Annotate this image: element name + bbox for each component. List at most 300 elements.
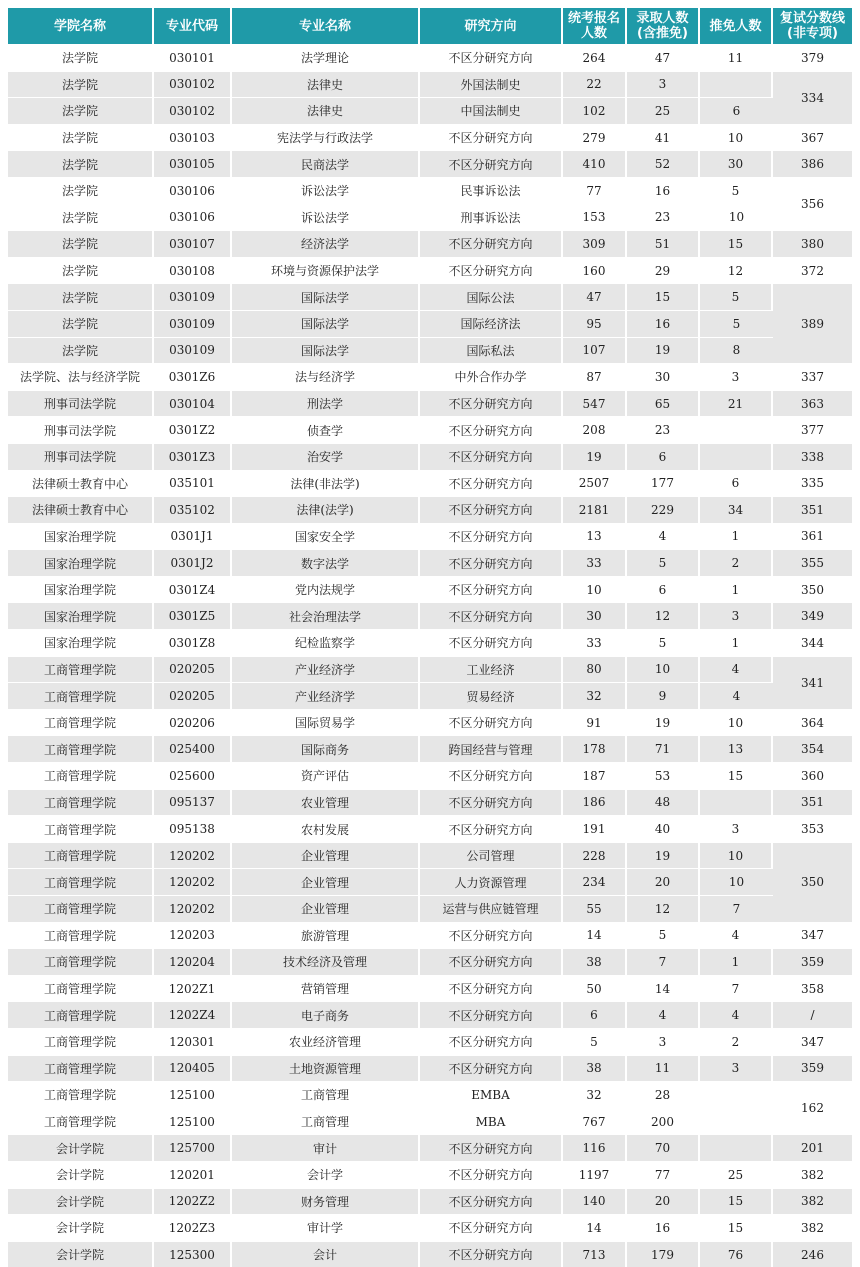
applicants-cell: 38 — [563, 1055, 627, 1082]
score-cell: 361 — [773, 523, 852, 550]
code-cell: 120203 — [154, 922, 232, 949]
table-row — [8, 922, 852, 949]
major-cell: 产业经济学 — [232, 682, 420, 709]
admitted-cell: 3 — [627, 71, 700, 98]
major-cell: 宪法学与行政法学 — [232, 124, 420, 151]
applicants-cell: 2507 — [563, 470, 627, 497]
exempt-cell: 7 — [700, 975, 773, 1002]
score-cell: 246 — [773, 1241, 852, 1267]
exempt-cell: 5 — [700, 177, 773, 204]
score-cell: 347 — [773, 922, 852, 949]
exempt-cell: 1 — [700, 576, 773, 603]
header-score — [773, 8, 852, 44]
exempt-cell: 12 — [700, 257, 773, 284]
major-cell: 审计 — [232, 1134, 420, 1161]
score-cell: 349 — [773, 602, 852, 629]
exempt-cell: 4 — [700, 682, 773, 709]
applicants-cell: 14 — [563, 922, 627, 949]
table-row — [8, 363, 852, 390]
applicants-cell: 87 — [563, 363, 627, 390]
header-exempt: 推免人数 — [700, 8, 773, 44]
applicants-cell: 91 — [563, 709, 627, 736]
major-cell: 企业管理 — [232, 868, 420, 895]
code-cell: 0301J2 — [154, 549, 232, 576]
code-cell: 095138 — [154, 815, 232, 842]
applicants-cell: 187 — [563, 762, 627, 789]
score-cell: 389 — [773, 283, 852, 363]
college-cell: 法学院 — [8, 150, 154, 177]
admitted-cell: 77 — [627, 1161, 700, 1188]
exempt-cell: 5 — [700, 310, 773, 337]
major-cell: 环境与资源保护法学 — [232, 257, 420, 284]
exempt-cell: 6 — [700, 97, 773, 124]
admitted-cell: 19 — [627, 842, 700, 869]
admitted-cell: 10 — [627, 656, 700, 683]
table-row — [8, 656, 852, 683]
code-cell: 120201 — [154, 1161, 232, 1188]
table-row — [8, 602, 852, 629]
exempt-cell: 1 — [700, 523, 773, 550]
college-cell: 工商管理学院 — [8, 1055, 154, 1082]
direction-cell: 贸易经济 — [420, 682, 563, 709]
code-cell: 1202Z3 — [154, 1214, 232, 1241]
score-cell: 379 — [773, 44, 852, 71]
college-cell: 国家治理学院 — [8, 576, 154, 603]
college-cell: 会计学院 — [8, 1161, 154, 1188]
major-cell: 企业管理 — [232, 842, 420, 869]
exempt-cell: 3 — [700, 363, 773, 390]
college-cell: 法学院 — [8, 337, 154, 364]
code-cell: 030107 — [154, 230, 232, 257]
exempt-cell: 5 — [700, 283, 773, 310]
major-cell: 技术经济及管理 — [232, 948, 420, 975]
major-cell: 土地资源管理 — [232, 1055, 420, 1082]
major-cell: 法学理论 — [232, 44, 420, 71]
code-cell: 0301J1 — [154, 523, 232, 550]
applicants-cell: 33 — [563, 629, 627, 656]
exempt-cell: 11 — [700, 44, 773, 71]
exempt-cell — [700, 1081, 773, 1108]
table-body — [8, 44, 852, 1267]
applicants-cell: 102 — [563, 97, 627, 124]
header-code: 专业代码 — [154, 8, 232, 44]
score-cell: 338 — [773, 443, 852, 470]
direction-cell: 不区分研究方向 — [420, 789, 563, 816]
code-cell: 025400 — [154, 735, 232, 762]
code-cell: 030102 — [154, 71, 232, 98]
admitted-cell: 29 — [627, 257, 700, 284]
applicants-cell: 713 — [563, 1241, 627, 1267]
table-row — [8, 1001, 852, 1028]
college-cell: 工商管理学院 — [8, 1028, 154, 1055]
major-cell: 国际法学 — [232, 310, 420, 337]
direction-cell: 不区分研究方向 — [420, 257, 563, 284]
table-row — [8, 44, 852, 71]
direction-cell: 不区分研究方向 — [420, 576, 563, 603]
code-cell: 120202 — [154, 895, 232, 922]
applicants-cell: 5 — [563, 1028, 627, 1055]
college-cell: 工商管理学院 — [8, 1081, 154, 1108]
major-cell: 会计 — [232, 1241, 420, 1267]
table-row — [8, 230, 852, 257]
admitted-cell: 53 — [627, 762, 700, 789]
direction-cell: 不区分研究方向 — [420, 470, 563, 497]
header-direction: 研究方向 — [420, 8, 563, 44]
major-cell: 社会治理法学 — [232, 602, 420, 629]
applicants-cell: 14 — [563, 1214, 627, 1241]
college-cell: 工商管理学院 — [8, 868, 154, 895]
code-cell: 030105 — [154, 150, 232, 177]
exempt-cell: 10 — [700, 204, 773, 231]
college-cell: 会计学院 — [8, 1134, 154, 1161]
college-cell: 国家治理学院 — [8, 629, 154, 656]
admitted-cell: 4 — [627, 523, 700, 550]
direction-cell: 不区分研究方向 — [420, 948, 563, 975]
exempt-cell — [700, 416, 773, 443]
table-row — [8, 1028, 852, 1055]
exempt-cell: 4 — [700, 922, 773, 949]
code-cell: 030106 — [154, 177, 232, 204]
header-admitted-line2: (含推免) — [637, 26, 688, 41]
direction-cell: 中外合作办学 — [420, 363, 563, 390]
table-row — [8, 310, 852, 337]
code-cell: 120202 — [154, 868, 232, 895]
applicants-cell: 153 — [563, 204, 627, 231]
direction-cell: 国际私法 — [420, 337, 563, 364]
direction-cell: 运营与供应链管理 — [420, 895, 563, 922]
applicants-cell: 55 — [563, 895, 627, 922]
college-cell: 刑事司法学院 — [8, 390, 154, 417]
direction-cell: 不区分研究方向 — [420, 815, 563, 842]
admitted-cell: 12 — [627, 602, 700, 629]
code-cell: 025600 — [154, 762, 232, 789]
exempt-cell: 76 — [700, 1241, 773, 1267]
admitted-cell: 41 — [627, 124, 700, 151]
applicants-cell: 95 — [563, 310, 627, 337]
exempt-cell — [700, 71, 773, 98]
code-cell: 120405 — [154, 1055, 232, 1082]
applicants-cell: 6 — [563, 1001, 627, 1028]
admitted-cell: 3 — [627, 1028, 700, 1055]
applicants-cell: 547 — [563, 390, 627, 417]
table-row — [8, 1108, 852, 1135]
applicants-cell: 228 — [563, 842, 627, 869]
direction-cell: 不区分研究方向 — [420, 443, 563, 470]
direction-cell: 不区分研究方向 — [420, 1188, 563, 1215]
major-cell: 法律史 — [232, 97, 420, 124]
direction-cell: 外国法制史 — [420, 71, 563, 98]
admitted-cell: 51 — [627, 230, 700, 257]
exempt-cell: 10 — [700, 124, 773, 151]
table-row — [8, 177, 852, 204]
applicants-cell: 2181 — [563, 496, 627, 523]
college-cell: 工商管理学院 — [8, 656, 154, 683]
applicants-cell: 19 — [563, 443, 627, 470]
code-cell: 030109 — [154, 283, 232, 310]
table-row — [8, 735, 852, 762]
college-cell: 工商管理学院 — [8, 1108, 154, 1135]
admitted-cell: 65 — [627, 390, 700, 417]
score-cell: 372 — [773, 257, 852, 284]
score-cell: 353 — [773, 815, 852, 842]
code-cell: 030106 — [154, 204, 232, 231]
exempt-cell: 10 — [700, 868, 773, 895]
college-cell: 工商管理学院 — [8, 709, 154, 736]
applicants-cell: 13 — [563, 523, 627, 550]
major-cell: 诉讼法学 — [232, 177, 420, 204]
code-cell: 1202Z4 — [154, 1001, 232, 1028]
exempt-cell: 1 — [700, 948, 773, 975]
admitted-cell: 14 — [627, 975, 700, 1002]
code-cell: 020205 — [154, 682, 232, 709]
major-cell: 国家安全学 — [232, 523, 420, 550]
exempt-cell: 15 — [700, 1188, 773, 1215]
direction-cell: 不区分研究方向 — [420, 416, 563, 443]
direction-cell: 不区分研究方向 — [420, 1001, 563, 1028]
admitted-cell: 70 — [627, 1134, 700, 1161]
score-cell: 382 — [773, 1188, 852, 1215]
table-row — [8, 842, 852, 869]
admitted-cell: 25 — [627, 97, 700, 124]
major-cell: 资产评估 — [232, 762, 420, 789]
table-row — [8, 789, 852, 816]
admitted-cell: 6 — [627, 443, 700, 470]
college-cell: 刑事司法学院 — [8, 416, 154, 443]
applicants-cell: 264 — [563, 44, 627, 71]
major-cell: 工商管理 — [232, 1108, 420, 1135]
code-cell: 095137 — [154, 789, 232, 816]
code-cell: 0301Z6 — [154, 363, 232, 390]
table-row — [8, 416, 852, 443]
table-row — [8, 895, 852, 922]
exempt-cell: 4 — [700, 1001, 773, 1028]
admitted-cell: 23 — [627, 416, 700, 443]
score-cell: 341 — [773, 656, 852, 709]
applicants-cell: 1197 — [563, 1161, 627, 1188]
exempt-cell: 4 — [700, 656, 773, 683]
header-score-line2: (非专项) — [787, 26, 838, 41]
major-cell: 法律(法学) — [232, 496, 420, 523]
admitted-cell: 7 — [627, 948, 700, 975]
exempt-cell: 21 — [700, 390, 773, 417]
admitted-cell: 52 — [627, 150, 700, 177]
direction-cell: MBA — [420, 1108, 563, 1135]
code-cell: 030104 — [154, 390, 232, 417]
direction-cell: 人力资源管理 — [420, 868, 563, 895]
header-college: 学院名称 — [8, 8, 154, 44]
code-cell: 0301Z5 — [154, 602, 232, 629]
direction-cell: 民事诉讼法 — [420, 177, 563, 204]
applicants-cell: 30 — [563, 602, 627, 629]
college-cell: 会计学院 — [8, 1188, 154, 1215]
admitted-cell: 229 — [627, 496, 700, 523]
direction-cell: 不区分研究方向 — [420, 1134, 563, 1161]
college-cell: 国家治理学院 — [8, 602, 154, 629]
admitted-cell: 177 — [627, 470, 700, 497]
major-cell: 诉讼法学 — [232, 204, 420, 231]
table-row — [8, 1241, 852, 1267]
direction-cell: 国际经济法 — [420, 310, 563, 337]
code-cell: 1202Z2 — [154, 1188, 232, 1215]
admitted-cell: 9 — [627, 682, 700, 709]
major-cell: 会计学 — [232, 1161, 420, 1188]
applicants-cell: 116 — [563, 1134, 627, 1161]
major-cell: 民商法学 — [232, 150, 420, 177]
major-cell: 纪检监察学 — [232, 629, 420, 656]
applicants-cell: 80 — [563, 656, 627, 683]
admitted-cell: 200 — [627, 1108, 700, 1135]
direction-cell: 不区分研究方向 — [420, 602, 563, 629]
table-row — [8, 629, 852, 656]
code-cell: 020206 — [154, 709, 232, 736]
exempt-cell: 2 — [700, 1028, 773, 1055]
direction-cell: EMBA — [420, 1081, 563, 1108]
applicants-cell: 10 — [563, 576, 627, 603]
college-cell: 工商管理学院 — [8, 895, 154, 922]
major-cell: 农业经济管理 — [232, 1028, 420, 1055]
exempt-cell — [700, 443, 773, 470]
applicants-cell: 309 — [563, 230, 627, 257]
exempt-cell: 7 — [700, 895, 773, 922]
table-row — [8, 682, 852, 709]
exempt-cell: 6 — [700, 470, 773, 497]
college-cell: 法律硕士教育中心 — [8, 496, 154, 523]
college-cell: 工商管理学院 — [8, 682, 154, 709]
score-cell: 380 — [773, 230, 852, 257]
direction-cell: 不区分研究方向 — [420, 1161, 563, 1188]
table-row — [8, 1188, 852, 1215]
major-cell: 企业管理 — [232, 895, 420, 922]
exempt-cell: 15 — [700, 762, 773, 789]
score-cell: 355 — [773, 549, 852, 576]
table-row — [8, 709, 852, 736]
table-row — [8, 1134, 852, 1161]
table-row — [8, 496, 852, 523]
admitted-cell: 4 — [627, 1001, 700, 1028]
direction-cell: 不区分研究方向 — [420, 549, 563, 576]
exempt-cell: 15 — [700, 1214, 773, 1241]
score-cell: 363 — [773, 390, 852, 417]
direction-cell: 公司管理 — [420, 842, 563, 869]
code-cell: 120202 — [154, 842, 232, 869]
major-cell: 法律(非法学) — [232, 470, 420, 497]
major-cell: 国际法学 — [232, 337, 420, 364]
college-cell: 法学院 — [8, 124, 154, 151]
table-row — [8, 523, 852, 550]
admitted-cell: 20 — [627, 868, 700, 895]
exempt-cell: 13 — [700, 735, 773, 762]
table-row — [8, 71, 852, 98]
college-cell: 法律硕士教育中心 — [8, 470, 154, 497]
college-cell: 法学院、法与经济学院 — [8, 363, 154, 390]
college-cell: 国家治理学院 — [8, 523, 154, 550]
direction-cell: 跨国经营与管理 — [420, 735, 563, 762]
code-cell: 020205 — [154, 656, 232, 683]
exempt-cell: 3 — [700, 815, 773, 842]
applicants-cell: 191 — [563, 815, 627, 842]
major-cell: 国际商务 — [232, 735, 420, 762]
major-cell: 法与经济学 — [232, 363, 420, 390]
score-cell: 358 — [773, 975, 852, 1002]
direction-cell: 不区分研究方向 — [420, 124, 563, 151]
score-cell: 354 — [773, 735, 852, 762]
admitted-cell: 19 — [627, 337, 700, 364]
table-row — [8, 815, 852, 842]
score-cell: 351 — [773, 496, 852, 523]
code-cell: 030101 — [154, 44, 232, 71]
score-cell: 367 — [773, 124, 852, 151]
exempt-cell: 8 — [700, 337, 773, 364]
college-cell: 法学院 — [8, 257, 154, 284]
major-cell: 农村发展 — [232, 815, 420, 842]
table-row — [8, 124, 852, 151]
score-cell: 359 — [773, 1055, 852, 1082]
score-cell: 359 — [773, 948, 852, 975]
admitted-cell: 71 — [627, 735, 700, 762]
exempt-cell — [700, 789, 773, 816]
score-cell: 382 — [773, 1161, 852, 1188]
direction-cell: 不区分研究方向 — [420, 230, 563, 257]
table-row — [8, 1161, 852, 1188]
college-cell: 法学院 — [8, 204, 154, 231]
applicants-cell: 47 — [563, 283, 627, 310]
score-cell: 335 — [773, 470, 852, 497]
college-cell: 法学院 — [8, 97, 154, 124]
major-cell: 治安学 — [232, 443, 420, 470]
direction-cell: 不区分研究方向 — [420, 709, 563, 736]
code-cell: 0301Z3 — [154, 443, 232, 470]
score-cell: 351 — [773, 789, 852, 816]
header-major: 专业名称 — [232, 8, 420, 44]
applicants-cell: 279 — [563, 124, 627, 151]
admitted-cell: 6 — [627, 576, 700, 603]
table-row — [8, 1081, 852, 1108]
admitted-cell: 11 — [627, 1055, 700, 1082]
admitted-cell: 40 — [627, 815, 700, 842]
score-cell: 386 — [773, 150, 852, 177]
table-row — [8, 975, 852, 1002]
table-row — [8, 470, 852, 497]
code-cell: 0301Z8 — [154, 629, 232, 656]
applicants-cell: 32 — [563, 1081, 627, 1108]
admitted-cell: 28 — [627, 1081, 700, 1108]
major-cell: 国际贸易学 — [232, 709, 420, 736]
table-row — [8, 257, 852, 284]
table-row — [8, 868, 852, 895]
applicants-cell: 160 — [563, 257, 627, 284]
direction-cell: 不区分研究方向 — [420, 390, 563, 417]
college-cell: 工商管理学院 — [8, 815, 154, 842]
direction-cell: 不区分研究方向 — [420, 975, 563, 1002]
major-cell: 国际法学 — [232, 283, 420, 310]
major-cell: 经济法学 — [232, 230, 420, 257]
table-row — [8, 97, 852, 124]
applicants-cell: 22 — [563, 71, 627, 98]
code-cell: 030109 — [154, 337, 232, 364]
table-row — [8, 1214, 852, 1241]
applicants-cell: 234 — [563, 868, 627, 895]
header-applicants — [563, 8, 627, 44]
code-cell: 0301Z2 — [154, 416, 232, 443]
applicants-cell: 107 — [563, 337, 627, 364]
college-cell: 刑事司法学院 — [8, 443, 154, 470]
applicants-cell: 38 — [563, 948, 627, 975]
direction-cell: 不区分研究方向 — [420, 523, 563, 550]
college-cell: 工商管理学院 — [8, 735, 154, 762]
admitted-cell: 5 — [627, 922, 700, 949]
score-cell: 347 — [773, 1028, 852, 1055]
college-cell: 工商管理学院 — [8, 948, 154, 975]
